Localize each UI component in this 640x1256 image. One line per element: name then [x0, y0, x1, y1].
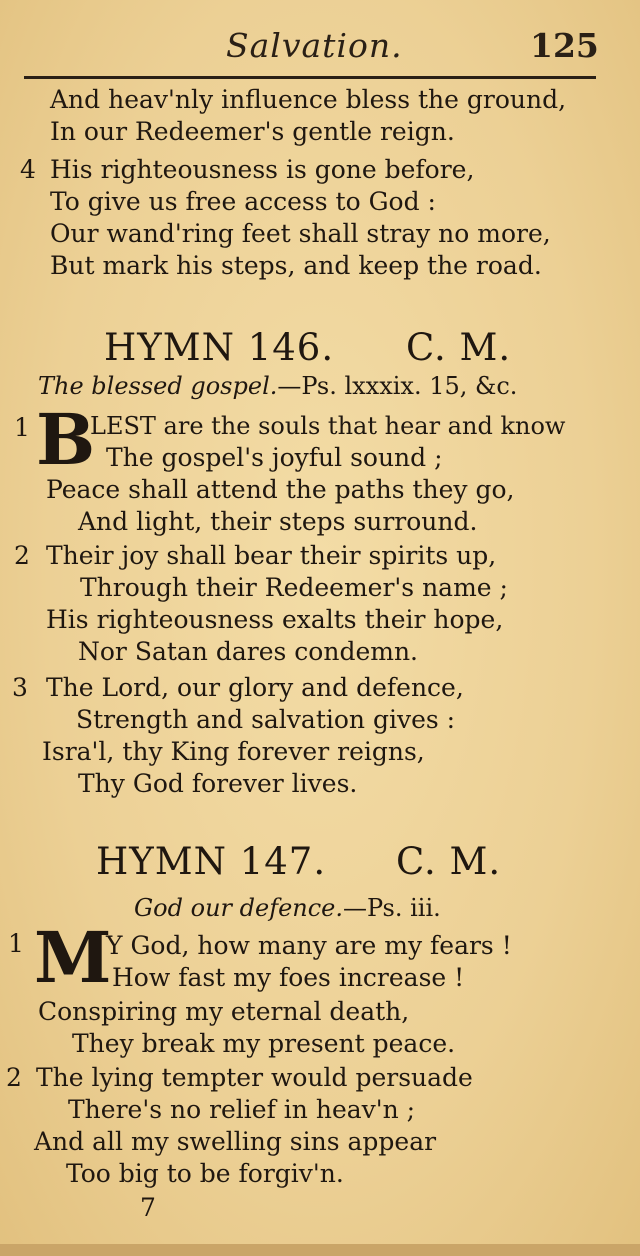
verse-line: They break my present peace. — [72, 1029, 456, 1058]
hymn-147-meter: C. M. — [396, 840, 502, 883]
verse-line: Y God, how many are my fears ! — [106, 931, 512, 960]
hymn-146-subtitle-title: The blessed gospel. — [38, 372, 278, 400]
verse-line: But mark his steps, and keep the road. — [50, 251, 542, 280]
verse-line: His righteousness exalts their hope, — [46, 605, 504, 634]
verse-line: Peace shall attend the paths they go, — [46, 475, 515, 504]
stanza-number: 3 — [12, 673, 28, 702]
hymn-147-title: HYMN 147. — [96, 840, 327, 883]
verse-line: Strength and salvation gives : — [76, 705, 456, 734]
stanza-number: 2 — [6, 1063, 22, 1092]
verse-line: Our wand'ring feet shall stray no more, — [50, 219, 551, 248]
header-rule — [24, 76, 596, 79]
verse-line: There's no relief in heav'n ; — [68, 1095, 416, 1124]
verse-line: In our Redeemer's gentle reign. — [50, 117, 455, 146]
page-number: 125 — [530, 26, 599, 65]
hymn-146-subtitle — [38, 372, 517, 400]
stanza-number: 2 — [14, 541, 30, 570]
verse-line: Isra'l, thy King forever reigns, — [42, 737, 425, 766]
page-bottom-edge — [0, 1244, 640, 1256]
verse-line: Their joy shall bear their spirits up, — [46, 541, 497, 570]
verse-line: Conspiring my eternal death, — [38, 997, 410, 1026]
verse-line: LEST are the souls that hear and know — [90, 412, 566, 440]
stanza-number: 1 — [8, 929, 24, 958]
drop-cap: M — [34, 916, 112, 999]
hymn-146-subtitle-ref: —Ps. lxxxix. 15, &c. — [277, 372, 518, 400]
hymn-146-title: HYMN 146. — [104, 326, 335, 369]
verse-line: The Lord, our glory and defence, — [46, 673, 464, 702]
hymn-147-subtitle — [134, 894, 441, 922]
hymn-146-meter: C. M. — [406, 326, 512, 369]
verse-line: Thy God forever lives. — [78, 769, 358, 798]
verse-line: How fast my foes increase ! — [112, 963, 465, 992]
verse-line: The lying tempter would persuade — [36, 1063, 473, 1092]
verse-line: And light, their steps surround. — [78, 507, 478, 536]
running-title: Salvation. — [226, 26, 403, 65]
verse-line: The gospel's joyful sound ; — [106, 443, 443, 472]
verse-line: Too big to be forgiv'n. — [66, 1159, 344, 1188]
hymn-147-subtitle-ref: —Ps. iii. — [343, 894, 441, 922]
verse-line: And all my swelling sins appear — [34, 1127, 437, 1156]
stanza-number: 4 — [20, 155, 36, 184]
verse-line: And heav'nly influence bless the ground, — [50, 85, 567, 114]
verse-line: Nor Satan dares condemn. — [78, 637, 418, 666]
stanza-number: 1 — [14, 413, 30, 442]
signature-mark: 7 — [140, 1193, 156, 1222]
verse-line: To give us free access to God : — [50, 187, 436, 216]
verse-line: Through their Redeemer's name ; — [80, 573, 508, 602]
hymn-147-subtitle-title: God our defence. — [134, 894, 344, 922]
drop-cap: B — [36, 398, 96, 481]
verse-line: His righteousness is gone before, — [50, 155, 475, 184]
